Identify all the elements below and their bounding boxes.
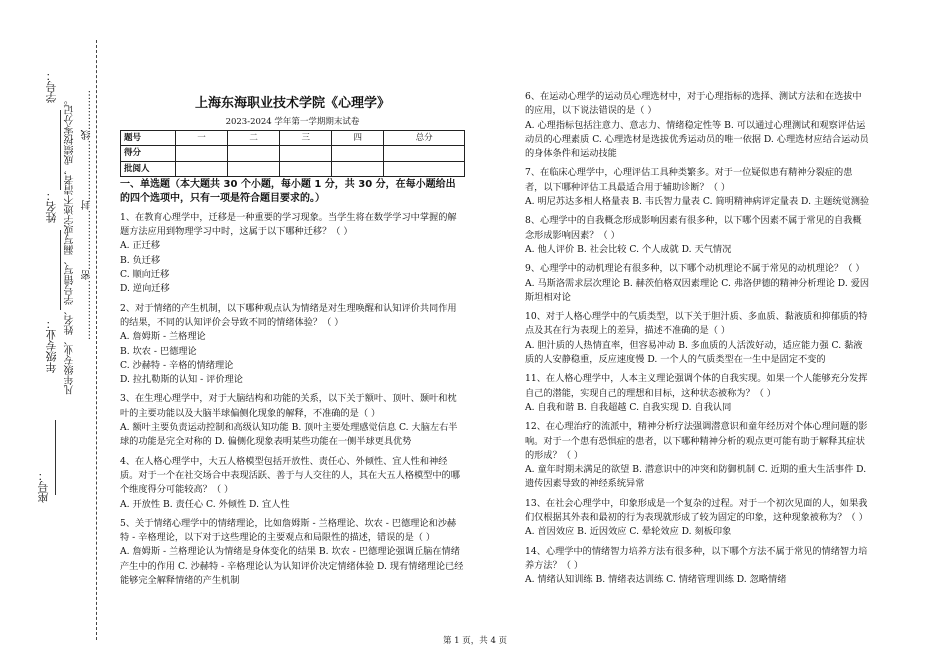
option-line[interactable]: A. 心理指标包括注意力、意志力、情绪稳定性等 B. 可以通过心理测试和观察评估运动员的心理素质 C. 心理选材是选拔优秀运动员的唯一依据 D. 心理选材应结合运动员的身体条件和运动技能	[525, 119, 869, 160]
page-footer: 第 1 页，共 4 页	[442, 636, 508, 646]
option[interactable]: B. 负迁移	[120, 254, 161, 266]
score-row-label: 得分	[121, 146, 176, 161]
question-10	[525, 310, 870, 367]
question-stem: 12、在心理治疗的流派中，精神分析疗法强调潜意识和童年经历对个体心理问题的影响。对于一个患有恐惧症的患者，以下哪种精神分析的观点更可能有助于解释其症状的形成？（ ）	[525, 421, 868, 461]
question-stem: 13、在社会心理学中，印象形成是一个复杂的过程。对于一个初次见面的人，如果我们仅根据其外表和最初的行为表现就形成了较为固定的印象，这种现象被称为？（ ）	[525, 497, 868, 524]
reviewer-cell[interactable]	[280, 161, 332, 176]
question-stem: 3、在生理心理学中，对于大脑结构和功能的关系，以下关于额叶、顶叶、颞叶和枕叶的主要功能以及大脑半球偏侧化现象的解释，不准确的是（ ）	[120, 393, 457, 419]
option[interactable]: A. 詹姆斯 - 兰格理论	[120, 331, 206, 343]
option[interactable]: B. 坎农 - 巴德理论	[120, 345, 197, 357]
question-stem: 6、在运动心理学的运动员心理选材中，对于心理指标的选择、测试方法和在选拔中的应用，以下说法错误的是（ ）	[525, 91, 862, 117]
section-heading: 一、单选题（本大题共 30 个小题，每小题 1 分，共 30 分，在每小题给出的四个选项中，只有一项是符合题目要求的。）	[120, 178, 456, 204]
student-no-label: 学号：	[45, 70, 58, 103]
option-line[interactable]: A. 童年时期未满足的欲望 B. 潜意识中的冲突和防御机制 C. 近期的重大生活事件 D. 遗传因素导致的神经系统异常	[525, 464, 867, 490]
question-3	[120, 392, 465, 449]
option[interactable]: C. 顺向迁移	[120, 269, 170, 281]
question-6	[525, 90, 870, 161]
option[interactable]: C. 沙赫特 - 辛格的情绪理论	[120, 359, 234, 371]
score-table	[120, 130, 465, 177]
question-stem: 1、在教育心理学中，迁移是一种重要的学习现象。当学生将在数学学习中掌握的解题方法应用到物理学习中时，这属于以下哪种迁移？（ ）	[120, 211, 457, 238]
option[interactable]: D. 拉扎勒斯的认知 - 评价理论	[120, 374, 243, 386]
exam-subtitle: 2023-2024 学年第一学期期末试卷	[225, 117, 360, 127]
seal-line-text: ………………密………………封………………线…………	[82, 90, 93, 340]
question-2	[120, 302, 465, 388]
binding-notice: 凡年级专业、姓名、学号错写、漏写或字迹不清者，成绩按零分记。	[65, 95, 76, 395]
question-stem: 8、心理学中的自我概念形成影响因素有很多种，以下哪个因素不属于常见的自我概念形成影响因素？（ ）	[525, 215, 862, 241]
question-stem: 14、心理学中的情绪智力培养方法有很多种，以下哪个方法不属于常见的情绪智力培养方法？（ ）	[525, 545, 868, 571]
name-underline	[60, 110, 61, 190]
option-line[interactable]: A. 首因效应 B. 近因效应 C. 晕轮效应 D. 刻板印象	[525, 526, 732, 538]
score-header-cell: 三	[280, 131, 332, 146]
question-4	[120, 455, 465, 512]
question-11	[525, 372, 870, 415]
reviewer-cell[interactable]	[228, 161, 280, 176]
reviewer-cell[interactable]	[384, 161, 465, 176]
question-9	[525, 262, 870, 305]
score-header-cell: 四	[332, 131, 384, 146]
option-line[interactable]: A. 胆汁质的人热情直率，但容易冲动 B. 多血质的人活泼好动，适应能力强 C. 黏液质的人安静稳重，反应速度慢 D. 一个人的气质类型在一生中是固定不变的	[525, 339, 863, 366]
option-line[interactable]: A. 开放性 B. 责任心 C. 外倾性 D. 宜人性	[120, 498, 290, 510]
name-label: 姓名：	[45, 190, 58, 223]
question-stem: 4、在人格心理学中，大五人格模型包括开放性、责任心、外倾性、宜人性和神经质。对于一个在社交场合中表现活跃、善于与人交往的人，其在大五人格模型中的哪个维度得分可能较高？（ ）	[120, 455, 460, 496]
score-header-cell: 题号	[121, 131, 176, 146]
question-stem: 9、心理学中的动机理论有很多种，以下哪个动机理论不属于常见的动机理论？（ ）	[525, 263, 865, 275]
score-cell[interactable]	[228, 146, 280, 161]
question-7	[525, 166, 870, 209]
option-line[interactable]: A. 马斯洛需求层次理论 B. 赫茨伯格双因素理论 C. 弗洛伊德的精神分析理论 D. 爱因斯坦相对论	[525, 277, 870, 303]
question-5	[120, 517, 465, 588]
class-underline	[60, 230, 61, 310]
seat-underline	[55, 420, 56, 495]
option-line[interactable]: A. 额叶主要负责运动控制和高级认知功能 B. 顶叶主要处理感觉信息 C. 大脑左右半球的功能是完全对称的 D. 偏侧化现象表明某些功能在一侧半球更具优势	[120, 422, 458, 448]
reviewer-row	[121, 161, 465, 176]
reviewer-row-label: 批阅人	[121, 161, 176, 176]
seat-label: 座号：	[37, 470, 50, 503]
score-cell[interactable]	[332, 146, 384, 161]
question-stem: 2、对于情绪的产生机制，以下哪种观点认为情绪是对生理唤醒和认知评价共同作用的结果，不同的认知评价会导致不同的情绪体验？（ ）	[120, 302, 457, 328]
score-cell[interactable]	[280, 146, 332, 161]
question-8	[525, 214, 870, 257]
reviewer-cell[interactable]	[176, 161, 228, 176]
option-line[interactable]: A. 情绪认知训练 B. 情绪表达训练 C. 情绪管理训练 D. 忽略情绪	[525, 574, 787, 586]
score-cell[interactable]	[176, 146, 228, 161]
score-table-header-row	[121, 131, 465, 146]
option[interactable]: A. 正迁移	[120, 240, 161, 252]
score-row	[121, 146, 465, 161]
question-13	[525, 497, 870, 540]
question-stem: 5、关于情绪心理学中的情绪理论，比如詹姆斯 - 兰格理论、坎农 - 巴德理论和沙赫特 - 辛格理论，以下对于这些理论的主要观点和局限性的描述，错误的是（ ）	[120, 517, 457, 544]
question-stem: 7、在临床心理学中，心理评估工具种类繁多。对于一位疑似患有精神分裂症的患者，以下哪种评估工具最适合用于辅助诊断？（ ）	[525, 167, 853, 193]
option-line[interactable]: A. 詹姆斯 - 兰格理论认为情绪是身体变化的结果 B. 坎农 - 巴德理论强调丘脑在情绪产生中的作用 C. 沙赫特 - 辛格理论认为认知评价决定情绪体验 D. 现有情绪理论已经能够完全解释情绪的产生机制	[120, 546, 464, 587]
score-header-cell: 一	[176, 131, 228, 146]
option-line[interactable]: A. 自我和谐 B. 自我超越 C. 自我实现 D. 自我认同	[525, 401, 732, 413]
left-column	[120, 95, 465, 588]
option[interactable]: D. 逆向迁移	[120, 283, 170, 295]
option-line[interactable]: A. 明尼苏达多相人格量表 B. 韦氏智力量表 C. 简明精神病评定量表 D. 主题统觉测验	[525, 196, 870, 208]
question-stem: 11、在人格心理学中，人本主义理论强调个体的自我实现。如果一个人能够充分发挥自己的潜能，实现自己的理想和目标，这种状态被称为？（ ）	[525, 373, 868, 399]
question-14	[525, 545, 870, 588]
right-column	[525, 90, 870, 588]
score-header-cell: 二	[228, 131, 280, 146]
reviewer-cell[interactable]	[332, 161, 384, 176]
question-stem: 10、对于人格心理学中的气质类型，以下关于胆汁质、多血质、黏液质和抑郁质的特点及其在行为表现上的差异，描述不准确的是（ ）	[525, 311, 868, 337]
exam-title: 上海东海职业技术学院《心理学》	[194, 96, 390, 111]
score-cell[interactable]	[384, 146, 465, 161]
option-line[interactable]: A. 他人评价 B. 社会比较 C. 个人成就 D. 天气情况	[525, 243, 732, 255]
class-label: 年级专业：	[45, 318, 58, 373]
binding-margin	[0, 0, 100, 672]
question-12	[525, 420, 870, 491]
score-header-cell: 总分	[384, 131, 465, 146]
question-1	[120, 211, 465, 297]
seal-dashed-line	[96, 40, 97, 640]
